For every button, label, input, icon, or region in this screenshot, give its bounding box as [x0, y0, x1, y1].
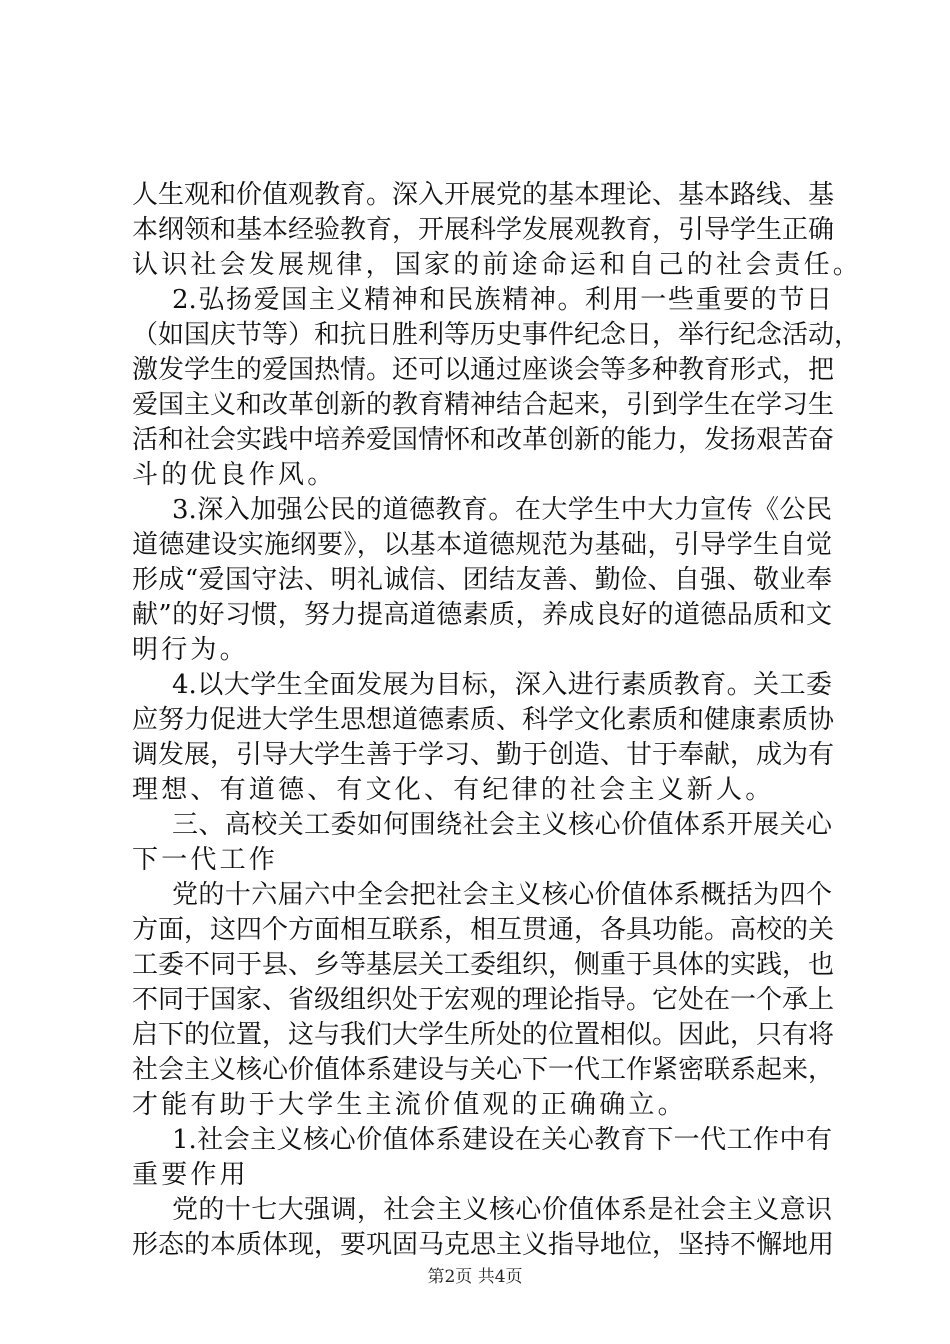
subsection-heading-line: 1.社会主义核心价值体系建设在关心教育下一代工作中有 [172, 1125, 832, 1155]
body-text-line: 不同于国家、省级组织处于宏观的理论指导。它处在一个承上 [132, 985, 835, 1015]
body-text-line: 爱国主义和改革创新的教育精神结合起来，引到学生在学习生 [132, 390, 835, 420]
body-text-line: 才能有助于大学生主流价值观的正确确立。 [132, 1090, 687, 1120]
body-text-line: 形态的本质体现，要巩固马克思主义指导地位，坚持不懈地用 [132, 1230, 835, 1260]
section-heading-line: 下一代工作 [132, 845, 279, 875]
body-text-line: 献”的好习惯，努力提高道德素质，养成良好的道德品质和文 [132, 600, 832, 630]
body-text-line: 明行为。 [132, 635, 249, 665]
paragraph-start-line: 党的十六届六中全会把社会主义核心价值体系概括为四个 [172, 880, 832, 910]
body-text-line: 活和社会实践中培养爱国情怀和改革创新的能力，发扬艰苦奋 [132, 425, 835, 455]
paragraph-start-line: 3.深入加强公民的道德教育。在大学生中大力宣传《公民 [172, 495, 832, 525]
body-text-line: 启下的位置，这与我们大学生所处的位置相似。因此，只有将 [132, 1020, 835, 1050]
body-text-line: 认识社会发展规律，国家的前途命运和自己的社会责任。 [132, 250, 863, 280]
body-text-line: 形成“爱国守法、明礼诚信、团结友善、勤俭、自强、敬业奉 [132, 565, 832, 595]
body-text-line: 社会主义核心价值体系建设与关心下一代工作紧密联系起来， [132, 1055, 835, 1085]
body-text-line: （如国庆节等）和抗日胜利等历史事件纪念日，举行纪念活动， [132, 320, 861, 350]
body-text-line: 道德建设实施纲要》，以基本道德规范为基础，引导学生自觉 [132, 530, 832, 560]
body-text-line: 斗的优良作风。 [132, 460, 337, 490]
page-number-footer: 第2页 共4页 [427, 1267, 523, 1287]
body-text-line: 激发学生的爱国热情。还可以通过座谈会等多种教育形式，把 [132, 355, 835, 385]
body-text-line: 应努力促进大学生思想道德素质、科学文化素质和健康素质协 [132, 705, 835, 735]
subsection-heading-line: 重要作用 [132, 1160, 249, 1190]
body-text-line: 工委不同于县、乡等基层关工委组织，侧重于具体的实践，也 [132, 950, 835, 980]
paragraph-start-line: 4.以大学生全面发展为目标，深入进行素质教育。关工委 [172, 670, 832, 700]
body-text-line: 调发展，引导大学生善于学习、勤于创造、甘于奉献，成为有 [132, 740, 835, 770]
paragraph-start-line: 党的十七大强调，社会主义核心价值体系是社会主义意识 [172, 1195, 832, 1225]
body-text-line: 方面，这四个方面相互联系，相互贯通，各具功能。高校的关 [132, 915, 835, 945]
body-text-line: 本纲领和基本经验教育，开展科学发展观教育，引导学生正确 [132, 215, 835, 245]
section-heading-line: 三、高校关工委如何围绕社会主义核心价值体系开展关心 [172, 810, 832, 840]
paragraph-start-line: 2.弘扬爱国主义精神和民族精神。利用一些重要的节日 [172, 285, 832, 315]
body-text-line: 理想、有道德、有文化、有纪律的社会主义新人。 [132, 775, 775, 805]
body-text-line: 人生观和价值观教育。深入开展党的基本理论、基本路线、基 [132, 180, 835, 210]
